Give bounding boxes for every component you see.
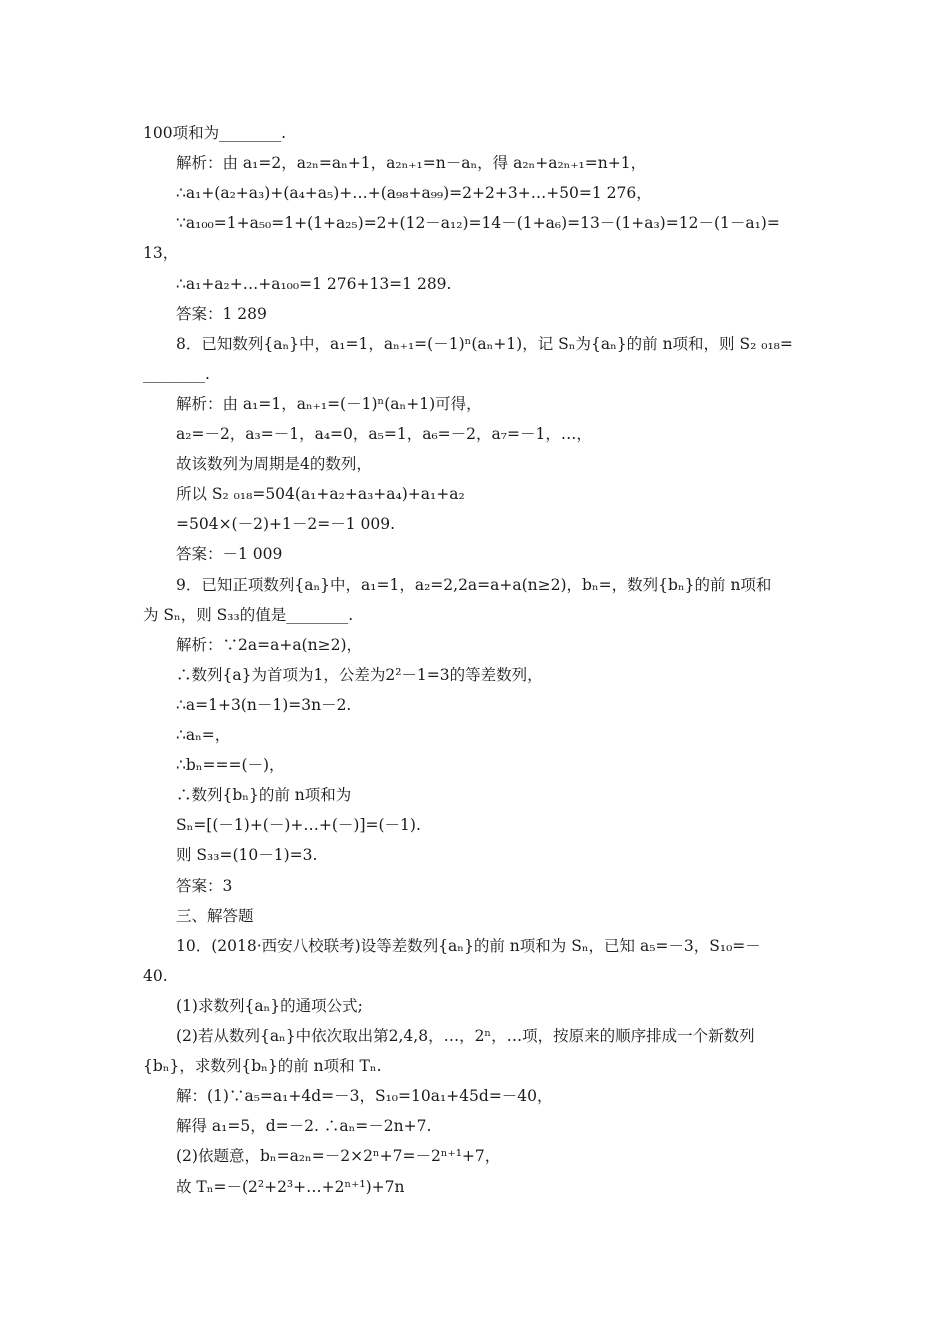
text-line [0, 509, 950, 539]
text-line [0, 600, 950, 630]
text-line [0, 660, 950, 690]
line-text: 100项和为________. [143, 124, 287, 142]
text-line [0, 750, 950, 780]
text-line [0, 148, 950, 178]
line-text: (2)依题意，bₙ=a₂ₙ=－2×2ⁿ+7=－2ⁿ⁺¹+7， [176, 1147, 501, 1166]
text-line [0, 299, 950, 329]
text-line [0, 1172, 950, 1202]
line-text: 故 Tₙ=－(2²+2³+…+2ⁿ⁺¹)+7n [176, 1177, 405, 1196]
text-line [0, 780, 950, 810]
text-line [0, 359, 950, 389]
line-text: 解得 a₁=5，d=－2. ∴aₙ=－2n+7. [176, 1117, 432, 1136]
line-text: 故该数列为周期是4的数列， [176, 455, 372, 474]
line-text: 所以 S₂ ₀₁₈=504(a₁+a₂+a₃+a₄)+a₁+a₂ [176, 485, 465, 504]
text-line [0, 1051, 950, 1081]
line-text: 答案：3 [176, 876, 233, 895]
text-line [0, 539, 950, 569]
text-line [0, 810, 950, 840]
text-line [0, 570, 950, 600]
line-text: 40. [143, 966, 168, 985]
text-line [0, 1081, 950, 1111]
line-text: 解析：由 a₁=1，aₙ₊₁=(－1)ⁿ(aₙ+1)可得， [176, 394, 482, 413]
line-text: (1)求数列{aₙ}的通项公式; [176, 996, 363, 1015]
line-text: 9．已知正项数列{aₙ}中，a₁=1，a₂=2,2a=a+a(n≥2)，bₙ=，数列{bₙ}的前 n项和 [176, 575, 772, 594]
text-line [0, 871, 950, 901]
text-line [0, 118, 950, 148]
text-line [0, 449, 950, 479]
text-line [0, 329, 950, 359]
text-line [0, 630, 950, 660]
text-line [0, 931, 950, 961]
line-text: ∴aₙ=， [176, 726, 231, 744]
line-text: 为 Sₙ，则 S₃₃的值是________. [143, 605, 354, 624]
line-text: ∴bₙ===(－)， [176, 756, 285, 775]
text-line [0, 269, 950, 299]
line-text: 三、解答题 [176, 906, 254, 925]
text-line [0, 690, 950, 720]
line-text: (2)若从数列{aₙ}中依次取出第2,4,8，…，2ⁿ，…项，按原来的顺序排成一个新数列 [176, 1027, 755, 1045]
line-text: a₂=－2，a₃=－1，a₄=0，a₅=1，a₆=－2，a₇=－1，…， [176, 425, 592, 443]
line-text: 10．(2018·西安八校联考)设等差数列{aₙ}的前 n项和为 Sₙ，已知 a₅=－3，S₁₀=－ [176, 936, 761, 955]
text-line [0, 389, 950, 419]
text-line [0, 238, 950, 268]
text-line [0, 901, 950, 931]
text-line [0, 479, 950, 509]
text-line [0, 1021, 950, 1051]
line-text: {bₙ}，求数列{bₙ}的前 n项和 Tₙ. [143, 1057, 382, 1076]
line-text: ∵a₁₀₀=1+a₅₀=1+(1+a₂₅)=2+(12－a₁₂)=14－(1+a₆)=13－(1+a₃)=12－(1－a₁)= [176, 214, 780, 233]
line-text: 解析：∵2a=a+a(n≥2)， [176, 635, 362, 654]
line-text: Sₙ=[(－1)+(－)+…+(－)]=(－1). [176, 816, 421, 835]
line-text: ∴a=1+3(n－1)=3n－2. [176, 695, 352, 714]
line-text: ∴a₁+a₂+…+a₁₀₀=1 276+13=1 289. [176, 274, 452, 293]
line-text: 答案：－1 009 [176, 545, 283, 564]
line-text: 解：(1)∵a₅=a₁+4d=－3，S₁₀=10a₁+45d=－40， [176, 1087, 553, 1106]
text-line [0, 419, 950, 449]
line-text: ∴数列{a}为首项为1，公差为2²－1=3的等差数列， [176, 665, 543, 684]
text-line [0, 961, 950, 991]
text-line [0, 720, 950, 750]
line-text: =504×(－2)+1－2=－1 009. [176, 515, 396, 534]
line-text: 答案：1 289 [176, 304, 267, 323]
text-line [0, 1111, 950, 1141]
line-text: ∴数列{bₙ}的前 n项和为 [176, 786, 352, 805]
text-line [0, 840, 950, 870]
line-text: 则 S₃₃=(10－1)=3. [176, 846, 318, 865]
text-line [0, 991, 950, 1021]
line-text: 13， [143, 244, 179, 263]
line-text: ________. [143, 364, 210, 383]
line-text: ∴a₁+(a₂+a₃)+(a₄+a₅)+…+(a₉₈+a₉₉)=2+2+3+…+50=1 276， [176, 184, 652, 203]
line-text: 8．已知数列{aₙ}中，a₁=1，aₙ₊₁=(－1)ⁿ(aₙ+1)，记 Sₙ为{aₙ}的前 n项和，则 S₂ ₀₁₈= [176, 334, 793, 353]
line-text: 解析：由 a₁=2，a₂ₙ=aₙ+1，a₂ₙ₊₁=n－aₙ，得 a₂ₙ+a₂ₙ₊₁=n+1， [176, 154, 647, 173]
text-line [0, 1141, 950, 1171]
text-line [0, 208, 950, 238]
text-line [0, 178, 950, 208]
